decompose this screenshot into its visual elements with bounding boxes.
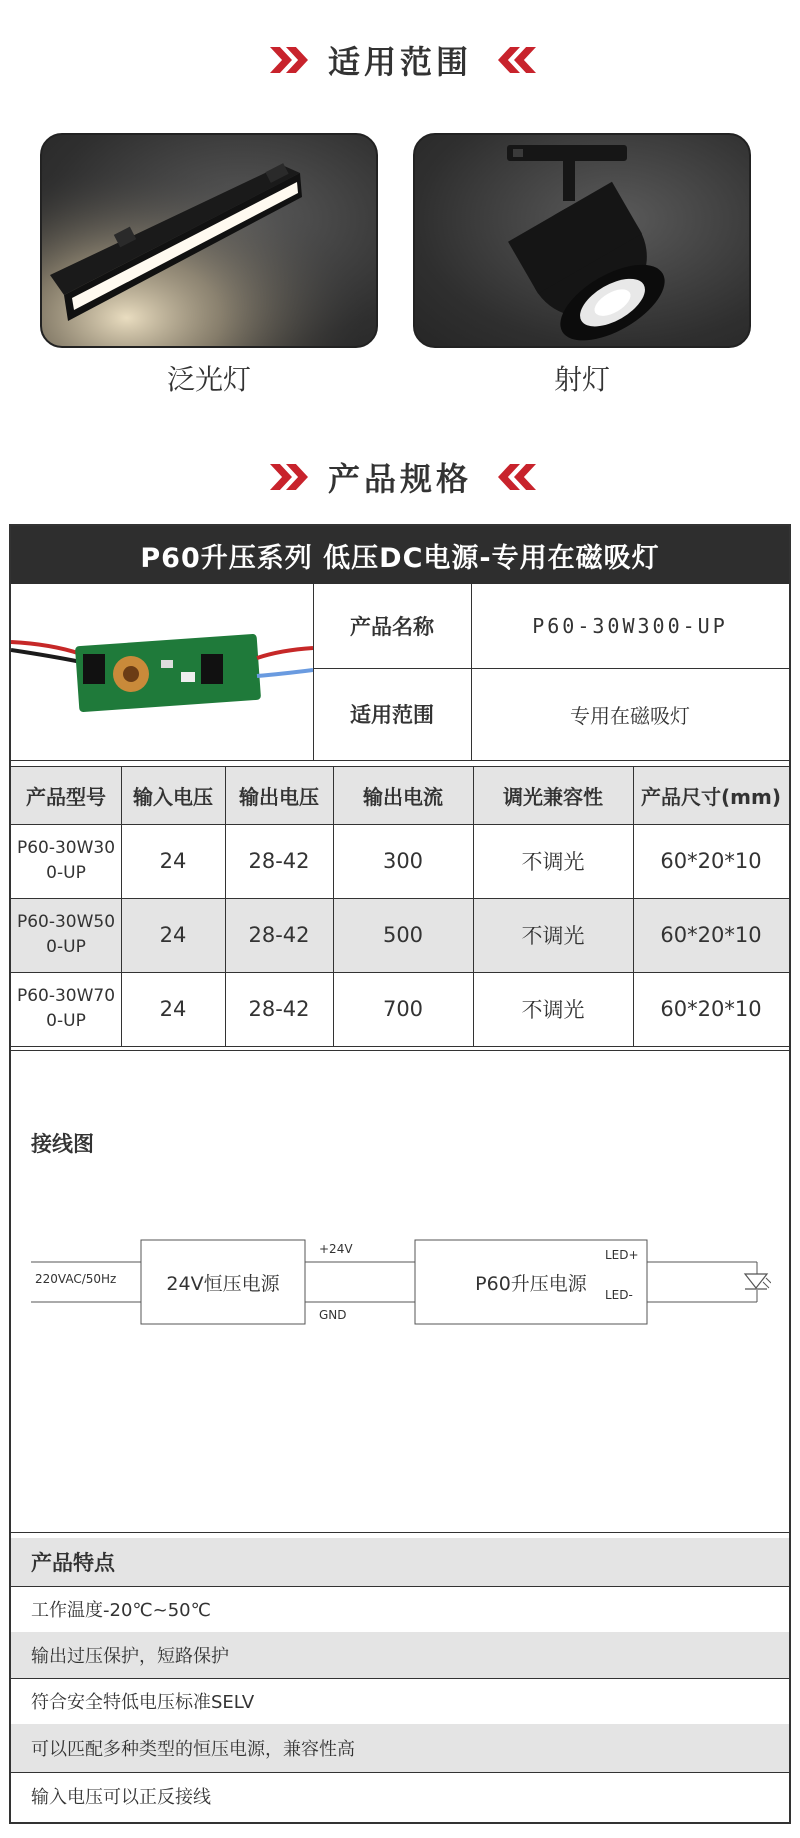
product-name-value: P60-30W300-UP — [532, 614, 728, 638]
input-label: 220VAC/50Hz — [35, 1272, 117, 1286]
header-input-voltage: 输入电压 — [133, 784, 213, 809]
application-section-title: 适用范围 — [327, 43, 472, 81]
driver-box-label: P60升压电源 — [475, 1272, 587, 1295]
application-scope-key: 适用范围 — [350, 703, 434, 727]
cell-output-voltage: 28-42 — [248, 849, 310, 873]
cell-dimming: 不调光 — [521, 998, 585, 1022]
double-chevron-right-icon — [270, 47, 302, 73]
double-chevron-right-icon — [270, 464, 302, 490]
header-model: 产品型号 — [26, 784, 106, 809]
cell-model: P60-30W700-UP — [16, 986, 116, 1031]
header-dimming: 调光兼容性 — [503, 784, 603, 809]
model-table — [11, 766, 789, 1046]
wiring-title: 接线图 — [31, 1132, 94, 1156]
divider — [11, 1532, 789, 1533]
feature-item: 工作温度-20℃~50℃ — [31, 1600, 211, 1621]
linear-magnetic-floodlight-icon — [42, 135, 378, 348]
magnetic-track-spotlight-icon — [415, 135, 751, 348]
pcb-module-icon — [11, 584, 313, 760]
cell-input-voltage: 24 — [159, 997, 187, 1021]
spotlight-image — [413, 133, 751, 348]
plus-24v-label: +24V — [319, 1242, 353, 1256]
led-plus-label: LED+ — [605, 1248, 639, 1262]
wiring-lines — [11, 1050, 789, 1532]
wiring-diagram — [11, 1050, 789, 1532]
spec-section-header — [0, 447, 800, 507]
application-section-header — [0, 30, 800, 90]
header-size: 产品尺寸(mm) — [641, 784, 781, 809]
double-chevron-left-icon — [498, 464, 530, 490]
divider — [11, 760, 789, 761]
cell-output-voltage: 28-42 — [248, 923, 310, 947]
cell-input-voltage: 24 — [159, 849, 187, 873]
feature-item: 符合安全特低电压标准SELV — [31, 1692, 255, 1713]
feature-item: 可以匹配多种类型的恒压电源，兼容性高 — [11, 1724, 789, 1772]
cell-output-current: 700 — [382, 997, 424, 1021]
cell-output-current: 500 — [382, 923, 424, 947]
floodlight-label: 泛光灯 — [166, 363, 251, 396]
cell-size: 60*20*10 — [660, 923, 762, 947]
cell-input-voltage: 24 — [159, 923, 187, 947]
floodlight-image — [40, 133, 378, 348]
cell-size: 60*20*10 — [660, 849, 762, 873]
cell-dimming: 不调光 — [521, 924, 585, 948]
feature-item: 输出过压保护，短路保护 — [11, 1632, 789, 1678]
product-photo — [11, 584, 313, 760]
led-minus-label: LED- — [605, 1288, 633, 1302]
features-section — [11, 1538, 789, 1824]
spec-sheet-title: P60升压系列 低压DC电源-专用在磁吸灯 — [11, 526, 789, 584]
gnd-label: GND — [319, 1308, 347, 1322]
spotlight-label: 射灯 — [553, 363, 610, 396]
led-diode-icon — [741, 1272, 771, 1296]
source-box-label: 24V恒压电源 — [166, 1272, 280, 1295]
spec-sheet — [9, 524, 791, 1824]
header-output-current: 输出电流 — [363, 784, 443, 809]
feature-item: 输入电压可以正反接线 — [31, 1787, 211, 1808]
header-output-voltage: 输出电压 — [239, 784, 319, 809]
divider — [11, 1046, 789, 1047]
double-chevron-left-icon — [498, 47, 530, 73]
cell-output-voltage: 28-42 — [248, 997, 310, 1021]
features-title: 产品特点 — [11, 1538, 789, 1586]
product-name-key: 产品名称 — [350, 615, 434, 639]
cell-size: 60*20*10 — [660, 997, 762, 1021]
cell-dimming: 不调光 — [521, 850, 585, 874]
cell-model: P60-30W500-UP — [16, 912, 116, 957]
application-scope-value: 专用在磁吸灯 — [570, 703, 690, 728]
spec-section-title: 产品规格 — [327, 460, 472, 498]
cell-output-current: 300 — [382, 849, 424, 873]
cell-model: P60-30W300-UP — [16, 838, 116, 883]
